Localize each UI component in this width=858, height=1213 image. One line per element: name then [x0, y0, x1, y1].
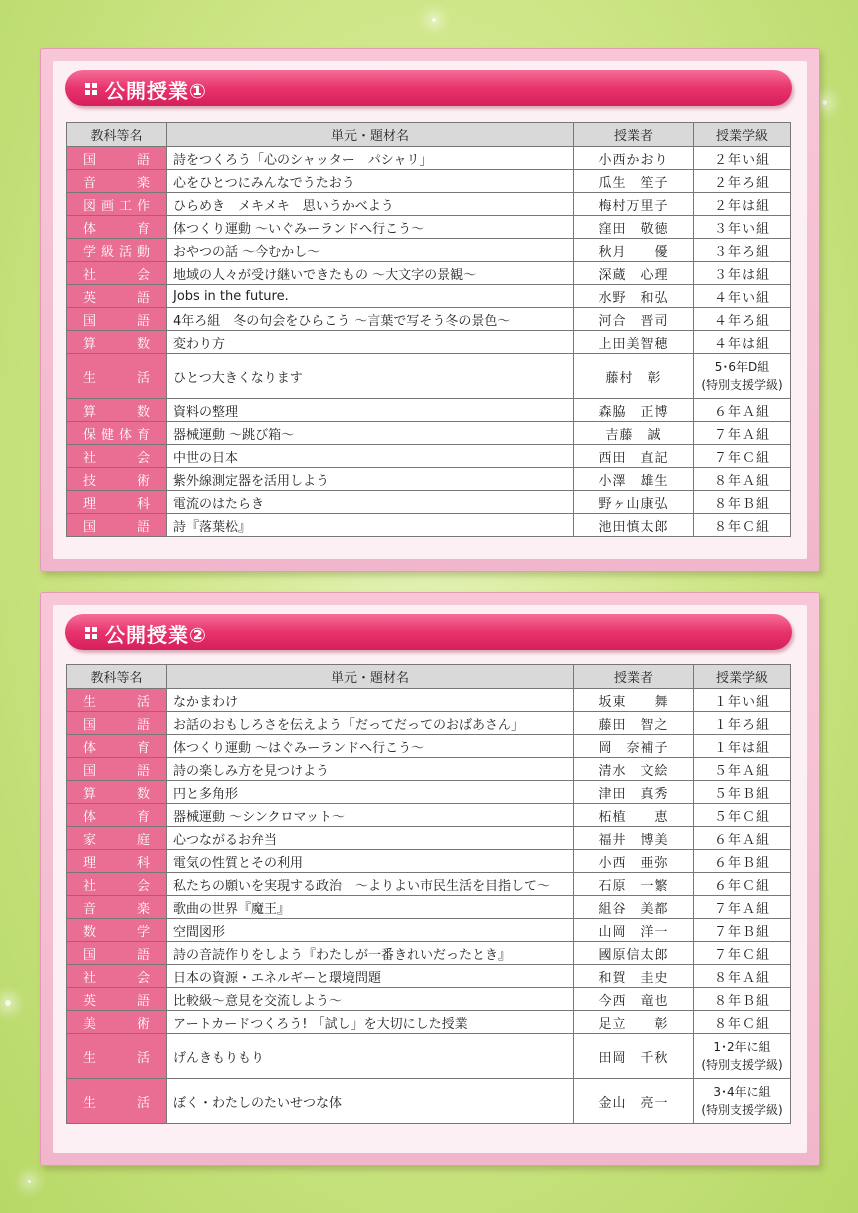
teacher-cell: 石原 一繁: [574, 873, 694, 896]
class-name: ６年Ａ組: [713, 404, 770, 420]
class-name: ６年Ａ組: [713, 832, 770, 848]
subject-cell: 学級活動: [67, 239, 167, 262]
topic-cell: 空間図形: [167, 919, 574, 942]
teacher-cell: 金山 亮一: [574, 1079, 694, 1124]
table-row: [67, 896, 791, 919]
topic-cell: おやつの話 ～今むかし～: [167, 239, 574, 262]
table-row: [67, 712, 791, 735]
topic-cell: お話のおもしろさを伝えよう「だってだってのおばあさん」: [167, 712, 574, 735]
table-row: [67, 445, 791, 468]
class-name: ８年Ｂ組: [713, 496, 770, 512]
class-cell: [694, 170, 791, 193]
teacher-cell: 福井 博美: [574, 827, 694, 850]
topic-cell: 詩の音読作りをしよう『わたしが一番きれいだったとき』: [167, 942, 574, 965]
class-name: ８年Ｂ組: [713, 993, 770, 1009]
subject-cell: 英語: [67, 988, 167, 1011]
class-cell: [694, 827, 791, 850]
class-name: ５年Ｂ組: [713, 786, 770, 802]
class-cell: [694, 735, 791, 758]
subject-cell: 体育: [67, 216, 167, 239]
subject-cell: 英語: [67, 285, 167, 308]
topic-cell: 紫外線測定器を活用しよう: [167, 468, 574, 491]
class-name: １年ろ組: [713, 717, 770, 733]
table-row: [67, 735, 791, 758]
teacher-cell: 小澤 雄生: [574, 468, 694, 491]
class-cell: [694, 285, 791, 308]
class-cell: [694, 758, 791, 781]
table-row: [67, 827, 791, 850]
class-name: ７年Ａ組: [713, 427, 770, 443]
subject-cell: 生活: [67, 1079, 167, 1124]
class-cell: [694, 491, 791, 514]
class-cell: [694, 308, 791, 331]
class-cell: [694, 988, 791, 1011]
teacher-cell: 清水 文絵: [574, 758, 694, 781]
subject-cell: 社会: [67, 445, 167, 468]
subject-cell: 音楽: [67, 896, 167, 919]
table-header-row: [67, 665, 791, 689]
class-cell: [694, 781, 791, 804]
table-row: [67, 422, 791, 445]
table-row: [67, 170, 791, 193]
teacher-cell: 森脇 正博: [574, 399, 694, 422]
class-cell: [694, 896, 791, 919]
class-cell: [694, 445, 791, 468]
table-row: [67, 758, 791, 781]
topic-cell: 4年ろ組 冬の句会をひらこう ～言葉で写そう冬の景色～: [167, 308, 574, 331]
class-note: (特別支援学級): [701, 1103, 783, 1117]
section-title-bar-2: [65, 614, 792, 650]
subject-cell: 国語: [67, 514, 167, 537]
class-name: ８年Ｃ組: [713, 1016, 770, 1032]
class-cell: [694, 1079, 791, 1124]
topic-cell: げんきもりもり: [167, 1034, 574, 1079]
subject-cell: 理科: [67, 850, 167, 873]
sparkle-decoration: [5, 1000, 11, 1006]
header-teacher: 授業者: [574, 665, 694, 689]
teacher-cell: 池田慎太郎: [574, 514, 694, 537]
class-name: ２年は組: [713, 198, 770, 214]
teacher-cell: 吉藤 誠: [574, 422, 694, 445]
table-row: [67, 1011, 791, 1034]
subject-cell: 音楽: [67, 170, 167, 193]
subject-cell: 国語: [67, 147, 167, 170]
topic-cell: アートカードつくろう! 「試し」を大切にした授業: [167, 1011, 574, 1034]
table-row: [67, 491, 791, 514]
class-cell: [694, 919, 791, 942]
class-name: ５年Ｃ組: [713, 809, 770, 825]
subject-cell: 算数: [67, 781, 167, 804]
lesson-table-2: [66, 664, 791, 1124]
class-name: １年は組: [713, 740, 770, 756]
teacher-cell: 岡 奈補子: [574, 735, 694, 758]
grid-icon: [85, 627, 97, 639]
subject-cell: 数学: [67, 919, 167, 942]
topic-cell: 器械運動 ～シンクロマット～: [167, 804, 574, 827]
class-cell: [694, 514, 791, 537]
lesson-table-1: [66, 122, 791, 537]
class-cell: [694, 239, 791, 262]
topic-cell: ぼく・わたしのたいせつな体: [167, 1079, 574, 1124]
sparkle-decoration: [432, 18, 436, 22]
table-row: [67, 873, 791, 896]
topic-cell: 電気の性質とその利用: [167, 850, 574, 873]
teacher-cell: 足立 彰: [574, 1011, 694, 1034]
class-name: ７年Ｃ組: [713, 947, 770, 963]
topic-cell: 中世の日本: [167, 445, 574, 468]
topic-cell: 円と多角形: [167, 781, 574, 804]
teacher-cell: 梅村万里子: [574, 193, 694, 216]
class-cell: [694, 850, 791, 873]
class-name: ８年Ｃ組: [713, 519, 770, 535]
class-name: ７年Ｂ組: [713, 924, 770, 940]
class-name: ７年Ａ組: [713, 901, 770, 917]
subject-cell: 技術: [67, 468, 167, 491]
class-name: ８年Ａ組: [713, 473, 770, 489]
subject-cell: 国語: [67, 942, 167, 965]
class-cell: [694, 965, 791, 988]
teacher-cell: 小西かおり: [574, 147, 694, 170]
subject-cell: 体育: [67, 804, 167, 827]
table-row: [67, 850, 791, 873]
class-cell: [694, 873, 791, 896]
table-row: [67, 942, 791, 965]
class-cell: [694, 804, 791, 827]
teacher-cell: 西田 直記: [574, 445, 694, 468]
sparkle-decoration: [822, 100, 827, 105]
topic-cell: 私たちの願いを実現する政治 ～よりよい市民生活を目指して～: [167, 873, 574, 896]
teacher-cell: 水野 和弘: [574, 285, 694, 308]
header-topic: 単元・題材名: [167, 665, 574, 689]
class-cell: [694, 331, 791, 354]
teacher-cell: 國原信太郎: [574, 942, 694, 965]
class-name: ４年は組: [713, 336, 770, 352]
table-row: [67, 468, 791, 491]
topic-cell: 変わり方: [167, 331, 574, 354]
subject-cell: 保健体育: [67, 422, 167, 445]
subject-cell: 社会: [67, 262, 167, 285]
table-row: [67, 804, 791, 827]
table-row: [67, 514, 791, 537]
section-title: 公開授業②: [105, 623, 207, 647]
class-name: ７年Ｃ組: [713, 450, 770, 466]
table-row: [67, 781, 791, 804]
table-row: [67, 965, 791, 988]
topic-cell: Jobs in the future.: [167, 285, 574, 308]
header-teacher: 授業者: [574, 123, 694, 147]
class-cell: [694, 1034, 791, 1079]
topic-cell: 詩の楽しみ方を見つけよう: [167, 758, 574, 781]
teacher-cell: 藤田 智之: [574, 712, 694, 735]
class-name: ５年Ａ組: [713, 763, 770, 779]
class-cell: [694, 942, 791, 965]
class-name: ４年い組: [713, 290, 770, 306]
teacher-cell: 組谷 美都: [574, 896, 694, 919]
subject-cell: 体育: [67, 735, 167, 758]
table-row: [67, 262, 791, 285]
section-title: 公開授業①: [105, 79, 207, 103]
topic-cell: 心をひとつにみんなでうたおう: [167, 170, 574, 193]
table-row: [67, 193, 791, 216]
subject-cell: 国語: [67, 758, 167, 781]
table-row: [67, 399, 791, 422]
class-name: ８年Ａ組: [713, 970, 770, 986]
class-name: ３年は組: [713, 267, 770, 283]
topic-cell: 詩をつくろう「心のシャッター パシャリ」: [167, 147, 574, 170]
teacher-cell: 深蔵 心理: [574, 262, 694, 285]
class-cell: [694, 1011, 791, 1034]
table-row: [67, 689, 791, 712]
class-cell: [694, 689, 791, 712]
class-cell: [694, 216, 791, 239]
teacher-cell: 柘植 恵: [574, 804, 694, 827]
teacher-cell: 河合 晋司: [574, 308, 694, 331]
topic-cell: 体つくり運動 ～いぐみーランドへ行こう～: [167, 216, 574, 239]
subject-cell: 算数: [67, 399, 167, 422]
table-row: [67, 308, 791, 331]
class-name: ６年Ｂ組: [713, 855, 770, 871]
class-cell: [694, 712, 791, 735]
table-row: [67, 1034, 791, 1079]
topic-cell: ひらめき メキメキ 思いうかべよう: [167, 193, 574, 216]
header-subject: 教科等名: [67, 123, 167, 147]
table-row: [67, 239, 791, 262]
subject-cell: 生活: [67, 354, 167, 399]
table-row: [67, 285, 791, 308]
sparkle-decoration: [28, 1180, 31, 1183]
teacher-cell: 窪田 敬徳: [574, 216, 694, 239]
topic-cell: 器械運動 ～跳び箱～: [167, 422, 574, 445]
class-cell: [694, 262, 791, 285]
class-name: ２年ろ組: [713, 175, 770, 191]
topic-cell: 地域の人々が受け継いできたもの ～大文字の景観～: [167, 262, 574, 285]
teacher-cell: 和賀 圭史: [574, 965, 694, 988]
table-row: [67, 1079, 791, 1124]
class-note: (特別支援学級): [701, 1058, 783, 1072]
table-row: [67, 354, 791, 399]
teacher-cell: 秋月 優: [574, 239, 694, 262]
class-cell: [694, 399, 791, 422]
teacher-cell: 瓜生 笙子: [574, 170, 694, 193]
topic-cell: 歌曲の世界『魔王』: [167, 896, 574, 919]
topic-cell: 電流のはたらき: [167, 491, 574, 514]
subject-cell: 家庭: [67, 827, 167, 850]
class-name: ４年ろ組: [713, 313, 770, 329]
class-name: ３年ろ組: [713, 244, 770, 260]
class-cell: [694, 422, 791, 445]
teacher-cell: 上田美智穂: [574, 331, 694, 354]
teacher-cell: 山岡 洋一: [574, 919, 694, 942]
subject-cell: 美術: [67, 1011, 167, 1034]
class-name: 1･2年に組: [713, 1040, 771, 1054]
class-name: ６年Ｃ組: [713, 878, 770, 894]
class-note: (特別支援学級): [701, 378, 783, 392]
topic-cell: 詩『落葉松』: [167, 514, 574, 537]
class-name: １年い組: [713, 694, 770, 710]
topic-cell: 日本の資源・エネルギーと環境問題: [167, 965, 574, 988]
table-row: [67, 919, 791, 942]
topic-cell: 比較級～意見を交流しよう～: [167, 988, 574, 1011]
teacher-cell: 藤村 彰: [574, 354, 694, 399]
subject-cell: 社会: [67, 965, 167, 988]
subject-cell: 生活: [67, 1034, 167, 1079]
table-row: [67, 147, 791, 170]
header-topic: 単元・題材名: [167, 123, 574, 147]
subject-cell: 社会: [67, 873, 167, 896]
table-header-row: [67, 123, 791, 147]
subject-cell: 理科: [67, 491, 167, 514]
subject-cell: 国語: [67, 308, 167, 331]
topic-cell: 体つくり運動 ～はぐみーランドへ行こう～: [167, 735, 574, 758]
teacher-cell: 田岡 千秋: [574, 1034, 694, 1079]
teacher-cell: 小西 亜弥: [574, 850, 694, 873]
class-name: ３年い組: [713, 221, 770, 237]
class-name: ２年い組: [713, 152, 770, 168]
subject-cell: 算数: [67, 331, 167, 354]
table-row: [67, 216, 791, 239]
teacher-cell: 今西 竜也: [574, 988, 694, 1011]
header-subject: 教科等名: [67, 665, 167, 689]
teacher-cell: 野ヶ山康弘: [574, 491, 694, 514]
table-row: [67, 331, 791, 354]
topic-cell: なかまわけ: [167, 689, 574, 712]
class-cell: [694, 147, 791, 170]
class-cell: [694, 193, 791, 216]
class-name: 5･6年D組: [714, 360, 770, 374]
topic-cell: 心つながるお弁当: [167, 827, 574, 850]
subject-cell: 図画工作: [67, 193, 167, 216]
topic-cell: ひとつ大きくなります: [167, 354, 574, 399]
grid-icon: [85, 83, 97, 95]
header-class: 授業学級: [694, 123, 791, 147]
table-row: [67, 988, 791, 1011]
subject-cell: 国語: [67, 712, 167, 735]
section-title-bar-1: [65, 70, 792, 106]
topic-cell: 資料の整理: [167, 399, 574, 422]
header-class: 授業学級: [694, 665, 791, 689]
subject-cell: 生活: [67, 689, 167, 712]
teacher-cell: 津田 真秀: [574, 781, 694, 804]
class-cell: [694, 468, 791, 491]
class-name: 3･4年に組: [713, 1085, 771, 1099]
class-cell: [694, 354, 791, 399]
teacher-cell: 坂東 舞: [574, 689, 694, 712]
